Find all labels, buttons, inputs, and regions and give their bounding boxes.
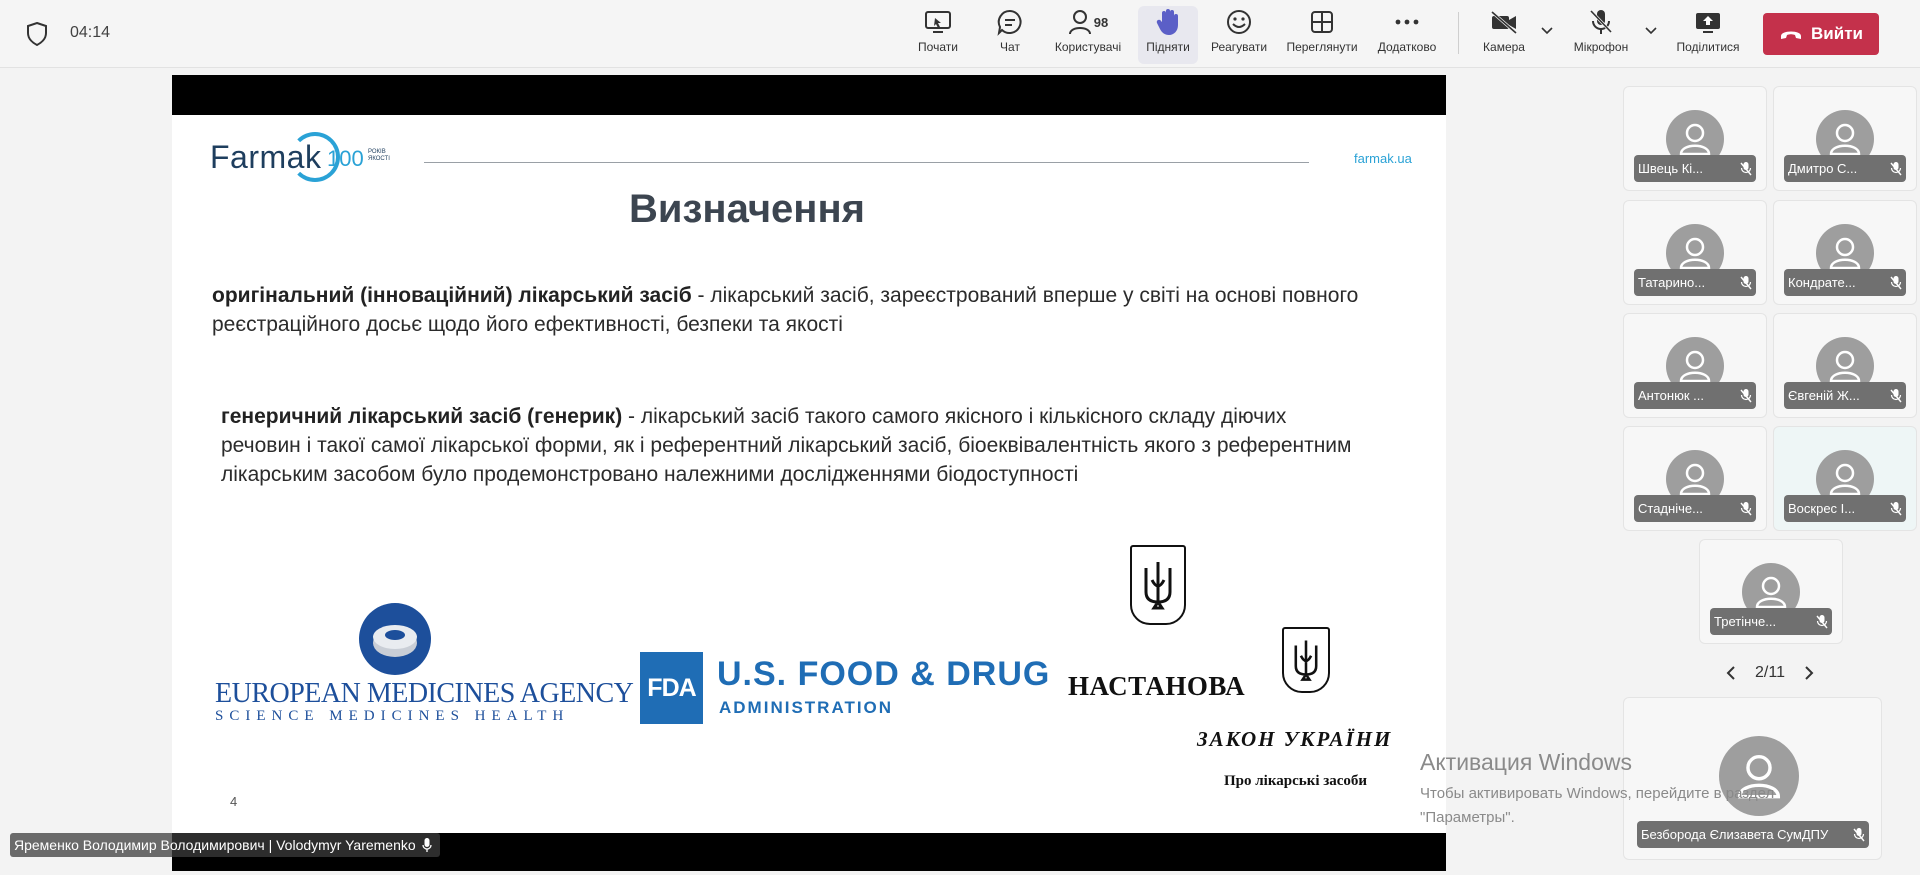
mic-off-icon — [1890, 502, 1902, 516]
participant-name: Євгеній Ж... — [1788, 388, 1860, 403]
mic-off-icon — [1740, 502, 1752, 516]
camera-off-icon — [1489, 9, 1519, 35]
participant-tile[interactable] — [1773, 86, 1917, 191]
mic-chevron-down-icon[interactable] — [1644, 26, 1658, 36]
law-of-ukraine-label: ЗАКОН УКРАЇНИ — [1197, 727, 1393, 751]
share-screen-label: Поділитися — [1676, 40, 1740, 54]
definition-original — [212, 281, 1392, 339]
participant-name: Кондрате... — [1788, 275, 1856, 290]
presenter-mic-icon — [422, 838, 432, 852]
react-button[interactable] — [1206, 6, 1272, 64]
share-content-button[interactable] — [908, 6, 968, 64]
participant-tile[interactable] — [1623, 200, 1767, 305]
people-count: 98 — [1093, 14, 1109, 30]
participant-nametag — [1634, 155, 1756, 182]
windows-activation-text — [1420, 782, 1820, 830]
windows-activation-line1: Чтобы активировать Windows, перейдите в раздел — [1420, 785, 1775, 802]
fda-logo-name: U.S. FOOD & DRUG — [717, 655, 1051, 693]
mic-off-icon — [1740, 389, 1752, 403]
raise-hand-button[interactable] — [1138, 6, 1198, 64]
chevron-left-icon[interactable] — [1725, 665, 1737, 681]
mic-off-icon — [1853, 828, 1865, 842]
smiley-icon — [1225, 8, 1253, 36]
chat-icon — [996, 8, 1024, 36]
participant-name: Стадніче... — [1638, 501, 1703, 516]
people-button[interactable] — [1048, 6, 1128, 64]
law-title-label: Про лікарські засоби — [1224, 773, 1368, 789]
toolbar-divider — [1458, 12, 1459, 54]
participant-nametag — [1710, 608, 1832, 635]
fda-logo-mark: FDA — [640, 652, 703, 724]
pager-label: 2/11 — [1755, 664, 1785, 681]
participant-name: Дмитро С... — [1788, 161, 1858, 176]
mic-off-icon — [1740, 162, 1752, 176]
participant-name: Швець Кі... — [1638, 161, 1704, 176]
participant-name: Воскрес І... — [1788, 501, 1856, 516]
farmak-logo-tagline: РОКІВ ЯКОСТІ — [368, 149, 390, 162]
microphone-button[interactable] — [1564, 6, 1638, 64]
participant-name: Безборода Єлизавета СумДПУ — [1641, 827, 1829, 842]
participant-nametag — [1634, 269, 1756, 296]
grid-view-icon — [1309, 9, 1335, 35]
chat-label: Чат — [1000, 40, 1020, 54]
chat-button[interactable] — [982, 6, 1038, 64]
react-label: Реагувати — [1210, 40, 1268, 54]
participant-name: Татарино... — [1638, 275, 1706, 290]
participant-tile[interactable] — [1623, 426, 1767, 531]
trident-emblem-icon — [1130, 545, 1186, 625]
definition-original-text: - лікарський засіб, зареєстрований вперше у світі на основі повного реєстраційного досьє щодо його ефективності, безпеки та якості — [212, 284, 1359, 336]
participant-tile[interactable] — [1623, 313, 1767, 418]
participant-tile-large[interactable] — [1623, 697, 1882, 860]
people-icon — [1068, 9, 1092, 35]
nastanova-label: НАСТАНОВА — [1068, 671, 1246, 701]
definition-generic — [221, 402, 1371, 489]
mic-off-icon — [1588, 8, 1614, 36]
slide-title: Визначення — [629, 187, 865, 231]
participant-tile[interactable] — [1773, 426, 1917, 531]
participant-nametag — [1784, 495, 1906, 522]
participant-tile[interactable] — [1699, 539, 1843, 644]
slide-site-link: farmak.ua — [1354, 151, 1412, 166]
participant-nametag — [1784, 382, 1906, 409]
participant-tile[interactable] — [1623, 86, 1767, 191]
mic-off-icon — [1816, 615, 1828, 629]
raised-hand-icon — [1156, 8, 1180, 36]
ema-logo-name: EUROPEAN MEDICINES AGENCY — [215, 678, 634, 709]
share-screen-button[interactable] — [1668, 6, 1748, 64]
participant-name: Третінче... — [1714, 614, 1777, 629]
farmak-logo: Farmak — [210, 139, 322, 175]
camera-label: Камера — [1483, 40, 1525, 54]
windows-activation-line2: "Параметры". — [1420, 809, 1515, 826]
share-screen-icon — [1694, 10, 1722, 34]
slide-header-rule — [424, 162, 1309, 163]
view-button[interactable] — [1282, 6, 1362, 64]
participant-tile[interactable] — [1773, 313, 1917, 418]
participant-nametag — [1784, 155, 1906, 182]
participant-name: Антонюк ... — [1638, 388, 1704, 403]
participant-nametag — [1634, 495, 1756, 522]
presenter-name: Яременко Володимир Володимирович | Volodymyr Yaremenko — [14, 837, 416, 853]
chevron-right-icon[interactable] — [1803, 665, 1815, 681]
view-label: Переглянути — [1286, 40, 1358, 54]
meeting-timer: 04:14 — [70, 24, 111, 41]
share-content-label: Почати — [918, 40, 958, 54]
more-icon — [1394, 18, 1420, 26]
mic-off-icon — [1890, 389, 1902, 403]
leave-label: Вийти — [1811, 24, 1863, 43]
fda-logo-subtitle: ADMINISTRATION — [719, 698, 894, 717]
leave-button[interactable] — [1763, 13, 1879, 55]
trident-emblem-small-icon — [1282, 627, 1330, 693]
more-button[interactable] — [1372, 6, 1442, 64]
microphone-label: Мікрофон — [1573, 40, 1629, 54]
definition-generic-term: генеричний лікарський засіб (генерик) — [221, 405, 623, 428]
farmak-logo-number: 100 — [327, 146, 364, 171]
windows-activation-title: Активация Windows — [1420, 749, 1632, 775]
present-icon — [924, 9, 952, 35]
ema-logo-mark — [359, 603, 431, 675]
presenter-nametag — [10, 833, 440, 857]
definition-generic-text: - лікарський засіб такого самого якісного і кількісного складу діючих речовин і такої самої лікарської форми, як і референтний лікарський засіб, біоеквівалентність якого з референтним лікарським засобом було продемонстровано належними дослідженнями біодоступності — [221, 405, 1352, 486]
more-label: Додатково — [1377, 40, 1437, 54]
participant-nametag — [1784, 269, 1906, 296]
meeting-toolbar — [0, 0, 1920, 68]
hang-up-icon — [1779, 27, 1803, 41]
mic-off-icon — [1890, 276, 1902, 290]
raise-hand-label: Підняти — [1146, 40, 1190, 54]
participants-pager — [1620, 658, 1920, 688]
camera-chevron-down-icon[interactable] — [1540, 26, 1554, 36]
participant-tile[interactable] — [1773, 200, 1917, 305]
shared-slide — [172, 115, 1446, 833]
camera-button[interactable] — [1476, 6, 1532, 64]
slide-page-number: 4 — [230, 794, 238, 809]
definition-original-term: оригінальний (інноваційний) лікарський засіб — [212, 284, 692, 307]
participant-nametag — [1634, 382, 1756, 409]
mic-off-icon — [1740, 276, 1752, 290]
mic-off-icon — [1890, 162, 1902, 176]
people-label: Користувачі — [1054, 40, 1122, 54]
shield-icon — [26, 22, 48, 46]
ema-logo-tagline: SCIENCE MEDICINES HEALTH — [215, 708, 570, 724]
